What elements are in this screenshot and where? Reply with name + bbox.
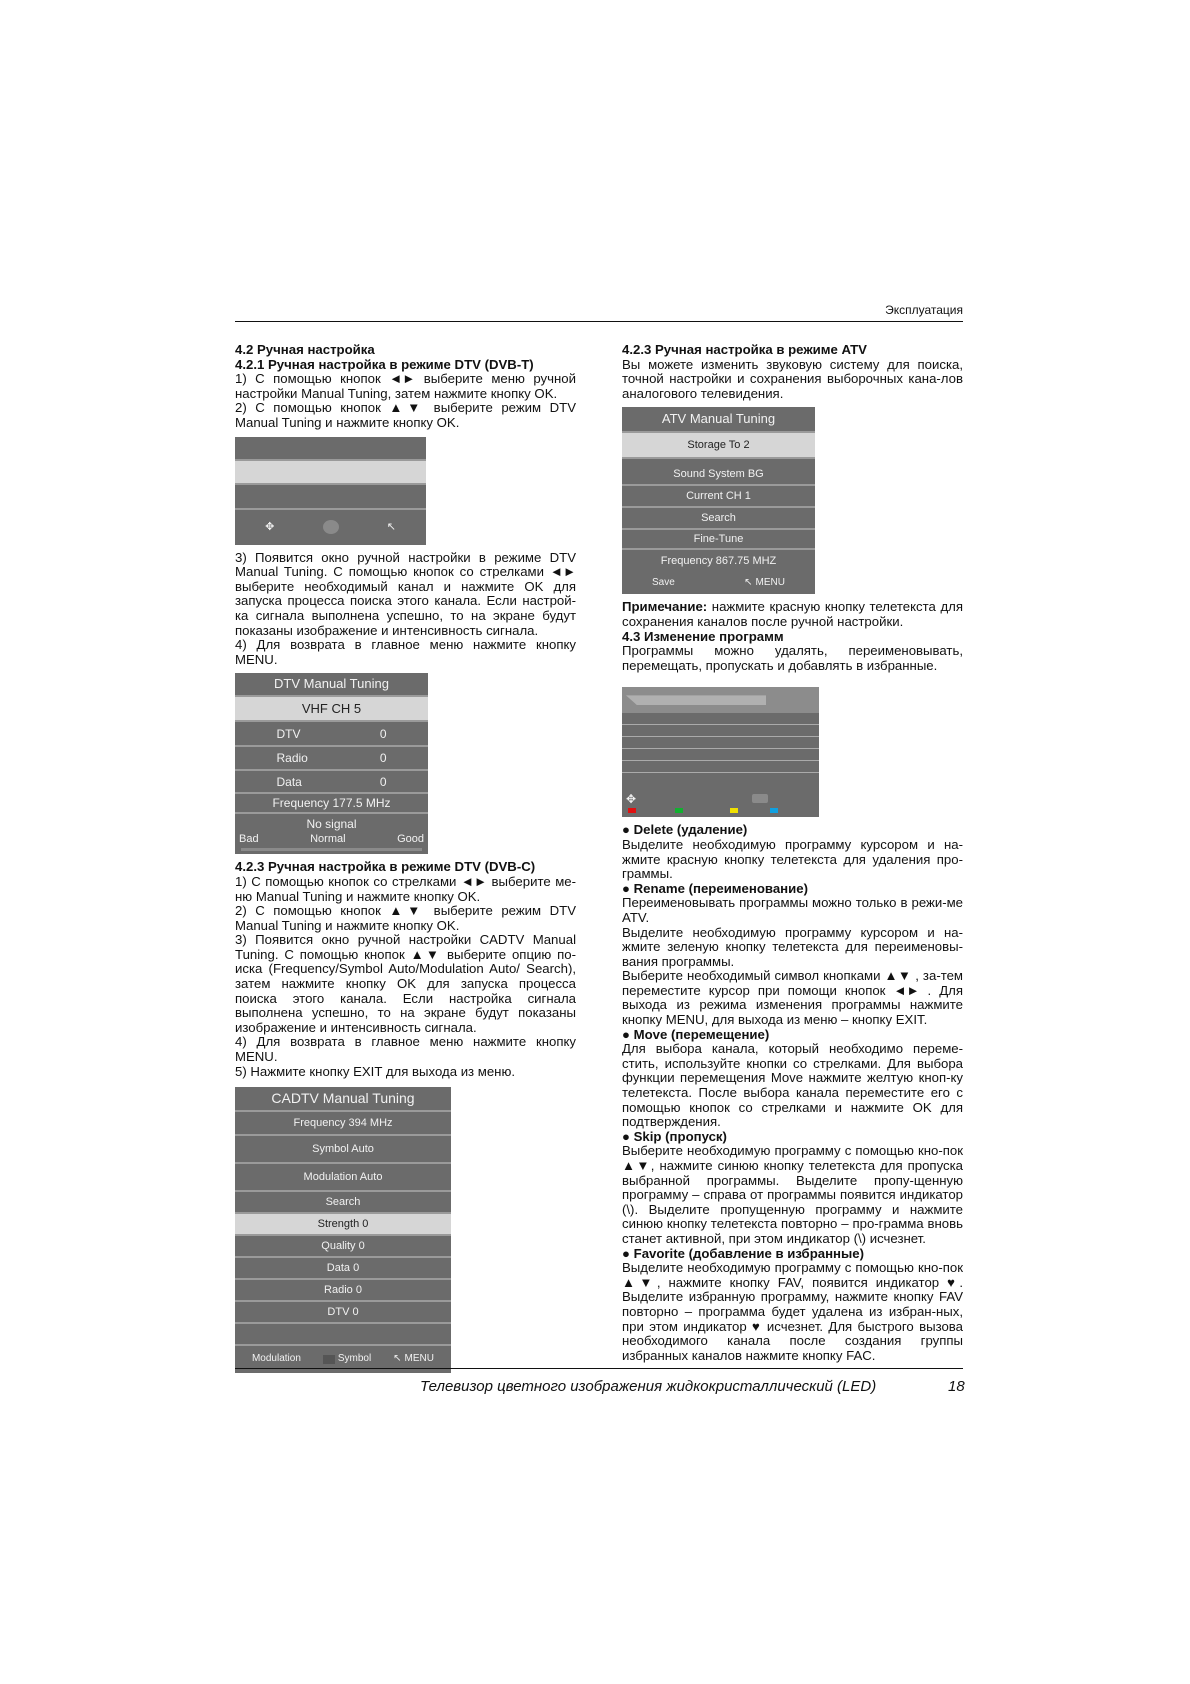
atv-row: Fine-Tune: [622, 530, 815, 550]
right-column: [622, 343, 963, 1363]
heading-4-2-1: 4.2.1 Ручная настройка в режиме DTV (DVB-T): [235, 356, 534, 372]
dtv-title: DTV Manual Tuning: [235, 673, 428, 697]
symbol-label: Symbol: [337, 1353, 372, 1365]
paragraph: Переименовывать программы можно только в режи-ме ATV.: [622, 895, 963, 925]
cadtv-manual-tuning-screenshot: [235, 1087, 451, 1373]
menu-row-selected: [235, 461, 426, 485]
ok-button-icon: [323, 520, 339, 534]
red-key-icon: [628, 808, 636, 813]
cadtv-row: Data 0: [235, 1258, 451, 1280]
paragraph: 3) Появится окно ручной настройки в режиме DTV Manual Tuning. С помощью кнопок со стрелками ◄► выберите необходимый канал и нажмите OK для запуска процесса поиска этого канала. Если настрой-ка сигнала выполнена успешно, то на экране будут показаны изображение и интенсивность сигнала.: [235, 549, 576, 638]
paragraph: 2) С помощью кнопок ▲▼ выберите режим DTV Manual Tuning и нажмите кнопку OK.: [235, 400, 576, 430]
heading-4-2: 4.2 Ручная настройка: [235, 342, 375, 357]
paragraph: 3) Появится окно ручной настройки CADTV Manual Tuning. С помощью кнопок ▲▼ выберите опцию по-иска (Frequency/Symbol Auto/Modulation Auto/ Search), затем нажмите кнопку OK для запуска процесса поиска этого канала. Если настройка сигнала выполнена успешно, то на экране будут показаны изображение и интенсивность сигнала.: [235, 932, 576, 1035]
dtv-frequency: Frequency 177.5 MHz: [235, 794, 428, 814]
footer-rule: [235, 1368, 963, 1369]
move-cross-icon: ✥: [265, 520, 275, 533]
cadtv-row-empty: [235, 1324, 451, 1346]
atv-row: Frequency 867.75 MHZ: [660, 555, 777, 568]
manual-tuning-menu-screenshot: [235, 437, 426, 545]
heading-4-2-3-atv: 4.2.3 Ручная настройка в режиме ATV: [622, 342, 867, 357]
paragraph: 2) С помощью кнопок ▲▼ выберите режим DTV Manual Tuning и нажмите кнопку OK.: [235, 903, 576, 933]
skip-heading: ● Skip (пропуск): [622, 1130, 963, 1145]
paragraph: Выберите необходимую программу с помощью кно-пок ▲▼, нажмите синюю кнопку телетекста для пропуска выбранной программы. Выделите пропу-щенную программу – справа от программы появится индикатор (\). Выделите пропущенную программу и нажмите синюю кнопку телетекста повторно – про-грамма вновь станет активной, при этом индикатор (\) исчезнет.: [622, 1143, 963, 1246]
return-arrow-icon: ↖: [744, 577, 753, 589]
cadtv-row: Quality 0: [235, 1236, 451, 1258]
heading-4-3: 4.3 Изменение программ: [622, 628, 784, 644]
menu-label: MENU: [755, 577, 785, 589]
atv-row: Sound System BG: [622, 463, 815, 486]
menu-bottom-bar: [235, 510, 426, 545]
atv-row: Search: [622, 508, 815, 530]
symbol-key-icon: [323, 1355, 335, 1364]
left-column: [235, 343, 576, 1379]
header-rule: [235, 321, 963, 322]
modulation-label: Modulation: [251, 1353, 301, 1365]
cadtv-row: Frequency 394 MHz: [235, 1112, 451, 1136]
atv-row-selected: Storage To 2: [622, 433, 815, 459]
paragraph: 4) Для возврата в главное меню нажмите кнопку MENU.: [235, 637, 576, 667]
cadtv-row: DTV 0: [235, 1302, 451, 1324]
menu-row: [235, 437, 426, 461]
signal-bar: [241, 848, 422, 851]
return-arrow-icon: ↖: [393, 1353, 402, 1365]
no-signal-text: No signal: [306, 817, 357, 832]
paragraph: Программы можно удалять, переименовывать, перемещать, пропускать и добавлять в избранные.: [622, 643, 963, 673]
running-header: Эксплуатация: [885, 303, 963, 317]
save-label: Save: [652, 577, 675, 589]
paragraph: Для выбора канала, который необходимо переме-стить, используйте кнопки со стрелками. Для выбора функции перемещения Move нажмите желтую кноп-ку телетекста. После выбора канала переместите его с помощью кнопок со стрелками и нажмите OK для подтверждения.: [622, 1041, 963, 1130]
note-text: нажмите красную кнопку телетекста для сохранения каналов после ручной настройки.: [622, 599, 963, 629]
dtv-manual-tuning-screenshot: [235, 673, 428, 854]
atv-manual-tuning-screenshot: [622, 407, 815, 594]
color-keys: [628, 808, 778, 813]
rename-heading: ● Rename (переименование): [622, 882, 963, 897]
cadtv-title: CADTV Manual Tuning: [235, 1087, 451, 1112]
heading-4-2-3: 4.2.3 Ручная настройка в режиме DTV (DVB-C): [235, 859, 536, 875]
paragraph: Выделите необходимую программу курсором и на-жмите зеленую кнопку телетекста для переименовы-вания программы.: [622, 924, 963, 969]
blue-key-icon: [770, 808, 778, 813]
signal-scale: [235, 832, 428, 847]
move-cross-icon: ✥: [626, 792, 637, 807]
green-key-icon: [675, 808, 683, 813]
return-arrow-icon: ↖: [386, 520, 396, 533]
bad-label: Bad: [239, 832, 259, 845]
normal-label: Normal: [310, 832, 346, 845]
ok-button-icon: [752, 794, 768, 803]
paragraph: 1) С помощью кнопок со стрелками ◄► выберите ме-ню Manual Tuning и нажмите кнопку OK.: [235, 873, 576, 904]
atv-title: ATV Manual Tuning: [622, 407, 815, 433]
page-number: 18: [948, 1378, 965, 1395]
cadtv-row: Modulation Auto: [235, 1164, 451, 1192]
cadtv-row: Search: [235, 1192, 451, 1214]
cadtv-row: Radio 0: [235, 1280, 451, 1302]
move-heading: ● Move (перемещение): [622, 1028, 963, 1043]
paragraph: 4) Для возврата в главное меню нажмите кнопку MENU.: [235, 1034, 576, 1065]
paragraph: Выделите необходимую программу с помощью кно-пок ▲▼, нажмите кнопку FAV, появится индикатор ♥. Выделите избранную программу, нажмите кнопку FAV повторно – программа будет удалена из избран-ных, при этом индикатор ♥ исчезнет. Для быстрого вызова необходимого канала после создания группы избранных каналов нажмите кнопку FAC.: [622, 1260, 963, 1363]
paragraph: Выделите необходимую программу курсором и на-жмите красную кнопку телетекста для удаления про-граммы.: [622, 836, 963, 882]
signal-indicator: [235, 814, 428, 854]
cadtv-row: Symbol Auto: [235, 1136, 451, 1164]
program-edit-header: [622, 687, 819, 713]
dtv-row-data: Data 0: [235, 771, 428, 794]
cadtv-bottom-bar: [235, 1346, 451, 1373]
dtv-row-radio: Radio 0: [235, 747, 428, 771]
cadtv-row-selected: Strength 0: [235, 1214, 451, 1236]
note-label: Примечание:: [622, 599, 708, 615]
atv-bottom-bar: [622, 572, 815, 594]
favorite-heading: ● Favorite (добавление в избранные): [622, 1247, 963, 1262]
delete-heading: ● Delete (удаление): [622, 823, 963, 838]
yellow-key-icon: [730, 808, 738, 813]
paragraph: Выберите необходимый символ кнопками ▲▼ , за-тем переместите курсор при помощи кнопок ◄► . Для выхода из режима изменения программы нажмите кнопку MENU, для выхода из меню – кнопку EXIT.: [622, 968, 963, 1028]
dtv-channel: VHF CH 5: [235, 697, 428, 722]
paragraph: 1) С помощью кнопок ◄► выберите меню ручной настройки Manual Tuning, затем нажмите кнопку OK.: [235, 371, 576, 401]
footer-title: Телевизор цветного изображения жидкокристаллический (LED): [420, 1378, 877, 1395]
program-edit-screenshot: [622, 687, 819, 817]
paragraph: Вы можете изменить звуковую систему для поиска, точной настройки и сохранения выборочных кана-лов аналогового телевидения.: [622, 356, 963, 401]
dtv-row-dtv: DTV 0: [235, 722, 428, 747]
header-tab-shape: [626, 695, 766, 705]
atv-row: Current CH 1: [622, 486, 815, 508]
menu-label: MENU: [404, 1353, 434, 1365]
good-label: Good: [397, 832, 424, 845]
paragraph: 5) Нажмите кнопку EXIT для выхода из меню.: [235, 1063, 516, 1079]
menu-row: [235, 485, 426, 510]
